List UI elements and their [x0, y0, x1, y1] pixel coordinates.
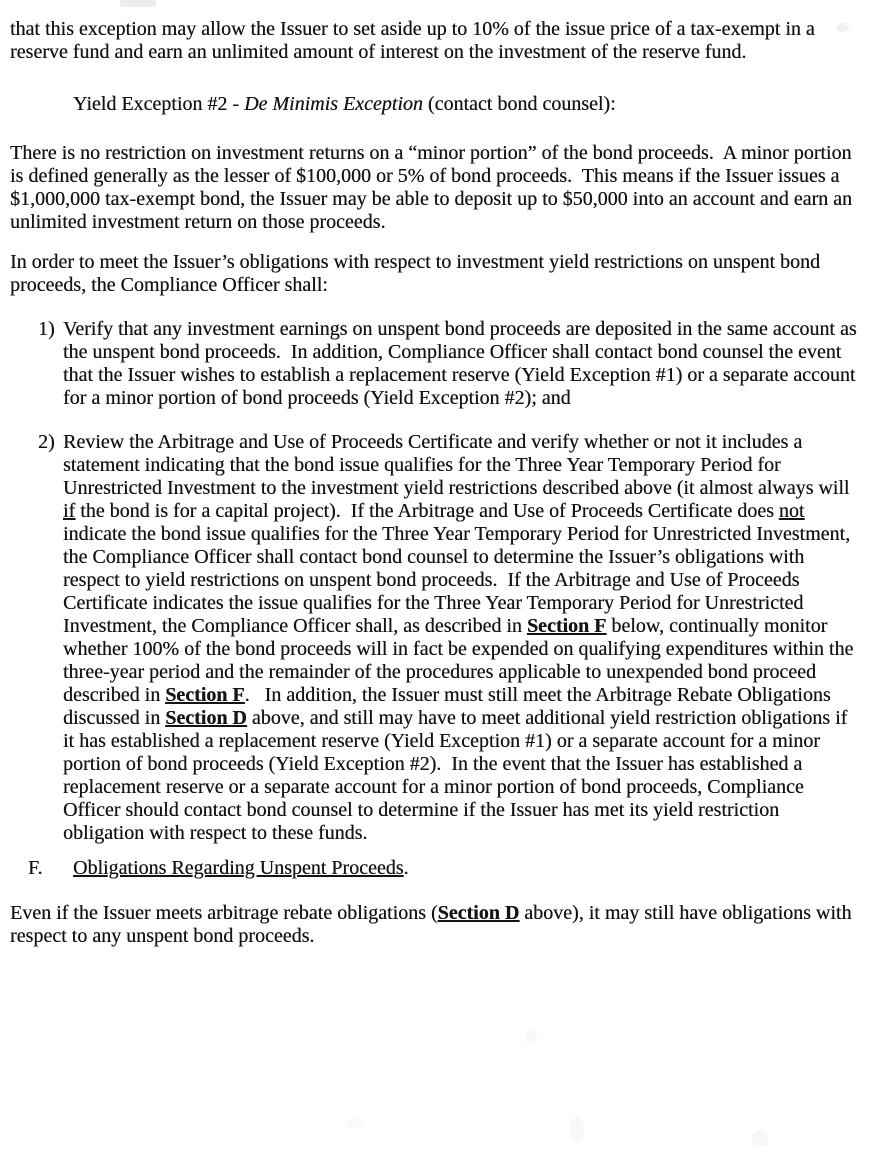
text-segment-plain: above, and still may have to meet additional yield restriction obligations if it has established a replacement reserve (Yield Exception #1) or a separate account for a minor portion of bond proceeds (Yield Exception #2). In the event that the Issuer has established a replacement reserve or a separate account for a minor portion of bond proceeds, Compliance Officer should contact bond counsel to determine if the Issuer has met its yield restriction obligation with respect to these funds. [63, 707, 853, 844]
text-segment-italic: De Minimis Exception [244, 93, 423, 115]
scan-smudge [345, 1118, 363, 1128]
text-segment-underline: if [63, 500, 76, 522]
paragraph-compliance-officer-shall [10, 251, 862, 297]
paragraph-minor-portion [10, 142, 862, 234]
text-segment-plain: . [403, 857, 409, 879]
text-segment-boldunderline: Section F [165, 684, 245, 706]
text-segment-boldunderline: Section D [165, 707, 247, 729]
scan-smudge [752, 1130, 769, 1146]
text-segment-plain: Even if the Issuer meets arbitrage rebate obligations ( [10, 902, 438, 924]
block-text [10, 902, 856, 947]
section-label: F. [28, 857, 43, 879]
list-item-number: 1) [38, 318, 55, 340]
heading-yield-exception-2 [10, 93, 862, 116]
text-segment-plain: that this exception may allow the Issuer to set aside up to 10% of the issue price of a tax-exempt in a reserve fund and earn an unlimited amount of interest on the investment of the reserve fund. [10, 18, 820, 63]
list-item-2 [10, 431, 862, 845]
text-segment-plain: In order to meet the Issuer’s obligations with respect to investment yield restrictions on unspent bond proceeds, the Compliance Officer shall: [10, 251, 826, 296]
text-segment-plain: Verify that any investment earnings on unspent bond proceeds are deposited in the same account as the unspent bond proceeds. In addition, Compliance Officer shall contact bond counsel the event that the Issuer wishes to establish a replacement reserve (Yield Exception #1) or a separate account for a minor portion of bond proceeds (Yield Exception #2); and [63, 318, 862, 409]
text-segment-underline: Obligations Regarding Unspent Proceeds [73, 857, 404, 879]
scan-smudge [570, 1117, 584, 1143]
block-text [73, 857, 409, 879]
block-text [10, 251, 825, 296]
block-text [10, 18, 820, 63]
block-text [63, 431, 858, 844]
list-item-number: 2) [38, 431, 55, 453]
list-item-1 [10, 318, 862, 410]
section-f-heading [10, 857, 862, 880]
document-content [10, 18, 862, 948]
text-segment-plain: There is no restriction on investment returns on a “minor portion” of the bond proceeds. A minor portion is defined generally as the lesser of $100,000 or 5% of bond proceeds. This means if the Issuer issues a $1,000,000 tax-exempt bond, the Issuer may be able to deposit up to $50,000 into an account and earn an unlimited investment return on those proceeds. [10, 142, 858, 233]
text-segment-plain: Review the Arbitrage and Use of Proceeds Certificate and verify whether or not it includes a statement indicating that the bond issue qualifies for the Three Year Temporary Period for Unrestricted Investment to the investment yield restrictions described above (it almost always will [63, 431, 855, 499]
paragraph-reserve-fund [10, 18, 862, 64]
text-segment-boldunderline: Section F [526, 615, 607, 637]
block-text [73, 93, 616, 115]
text-segment-plain: the bond is for a capital project). If the Arbitrage and Use of Proceeds Certificate does [75, 500, 779, 522]
scan-smudge [120, 0, 156, 7]
text-segment-plain: (contact bond counsel): [422, 93, 616, 115]
text-segment-plain: above), it may still have obligations with respect to any unspent bond proceeds. [10, 902, 857, 947]
text-segment-boldunderline: Section D [437, 902, 520, 924]
text-segment-plain: . In addition, the Issuer must still meet the Arbitrage Rebate Obligations discussed in [63, 684, 836, 729]
paragraph-even-if [10, 902, 862, 948]
block-text [63, 318, 862, 409]
scan-smudge [525, 1030, 537, 1045]
text-segment-plain: below, continually monitor whether 100% of the bond proceeds will in fact be expended on qualifying expenditures within the three-year period and the remainder of the procedures applicable to unexpended bond proceed described in [63, 615, 859, 706]
text-segment-plain: indicate the bond issue qualifies for the Three Year Temporary Period for Unrestricted Investment, the Compliance Officer shall contact bond counsel to determine the Issuer’s obligations with respect to yield restrictions on unspent bond proceeds. If the Arbitrage and Use of Proceeds Certificate indicates the issue qualifies for the Three Year Temporary Period for Unrestricted Investment, the Compliance Officer shall, as described in [63, 500, 856, 637]
text-segment-plain: Yield Exception #2 - [73, 93, 245, 115]
block-text [10, 142, 857, 233]
text-segment-underline: not [778, 500, 805, 522]
